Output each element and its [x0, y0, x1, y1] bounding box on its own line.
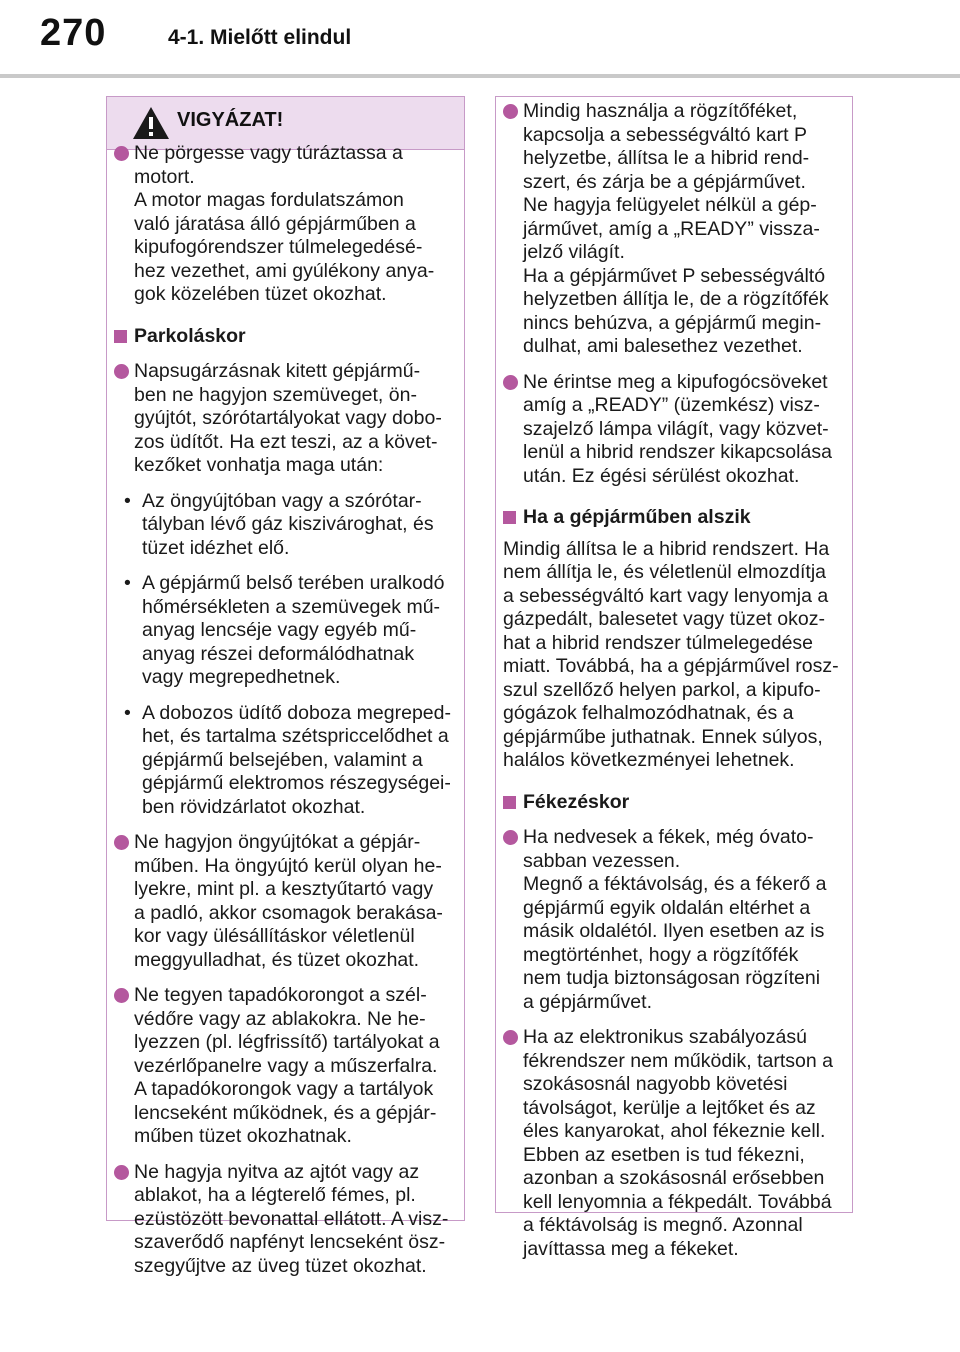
text-line: A tapadókorongok vagy a tartályok	[134, 1078, 434, 1100]
text-line: gépjármű egyik oldalán eltérhet a	[523, 896, 811, 919]
bullet-dot-icon	[503, 375, 518, 390]
text-line: ablakot, ha a légterelő fémes, pl.	[134, 1184, 416, 1206]
text-line: vagy megrepedhetnek.	[142, 666, 341, 688]
bullet-dot-icon	[114, 1165, 129, 1180]
text-line: lyezzen (pl. légfrissítő) tartályokat a	[134, 1031, 440, 1053]
sub-list-item	[114, 490, 455, 561]
subheading-braking: Fékezéskor	[503, 791, 845, 815]
text-line: Megnő a féktávolság, és a fékerő a	[523, 873, 827, 895]
text-line: gépjármű belsejében, valamint a	[142, 748, 423, 771]
text-line: dulhat, ami balesethez vezethet.	[523, 335, 803, 357]
text-line: ben ne hagyjon szemüveget, ön-	[134, 383, 417, 406]
text-line: a gépjárművet.	[523, 990, 652, 1013]
text-line: jelző világít.	[523, 241, 625, 263]
header-divider	[0, 74, 960, 78]
text-line: éles kanyarokat, ahol fékeznie kell.	[523, 1120, 826, 1142]
text-line: szegyűjtve az üveg tüzet okozhat.	[134, 1254, 427, 1277]
text-line: ezüstözött bevonattal ellátott. A visz-	[134, 1207, 449, 1230]
text-line: után. Ez égési sérülést okozhat.	[523, 464, 800, 487]
text-line: ben rövidzárlatot okozhat.	[142, 795, 366, 818]
right-column	[495, 96, 853, 1261]
text-line: lencseként működnek, és a gépjár-	[134, 1101, 437, 1124]
text-line: Az öngyújtóban vagy a szórótar-	[142, 489, 422, 512]
bullet-dot-icon	[114, 988, 129, 1003]
bullet-dot-icon	[114, 364, 129, 379]
text-line: hat a hibrid rendszer túlmelegedése	[503, 631, 814, 654]
bullet-dot-icon	[114, 835, 129, 850]
text-line: védőre vagy az ablakokra. Ne he-	[134, 1007, 426, 1030]
text-line: műben tüzet okozhatnak.	[134, 1125, 352, 1147]
text-line: gépjárműbe juthatnak. Ennek súlyos,	[503, 725, 823, 748]
text-line: nincs behúzva, a gépjármű megin-	[523, 311, 822, 334]
text-line: helyzetbe, állítsa le a hibrid rend-	[523, 147, 810, 169]
text-line: meggyulladhat, és tüzet okozhat.	[134, 948, 420, 971]
list-item	[503, 826, 845, 1014]
warning-triangle-icon	[132, 106, 170, 140]
list-item	[114, 142, 455, 307]
text-line: Ne hagyja felügyelet nélkül a gép-	[523, 194, 817, 216]
text-line: gázpedált, balesetet vagy tüzet okoz-	[503, 608, 825, 630]
list-item	[503, 100, 845, 359]
text-line: lyekre, mint pl. a kesztyűtartó vagy	[134, 878, 434, 900]
bullet-dot-icon	[503, 1030, 518, 1045]
text-line: helyzetben állítja le, de a rögzítőfék	[523, 288, 829, 310]
text-line: gok közelében tüzet okozhat.	[134, 283, 387, 305]
text-line: Mindig állítsa le a hibrid rendszert. Ha	[503, 537, 830, 560]
square-bullet-icon	[114, 330, 127, 343]
text-line: Ebben az esetben is tud fékezni,	[523, 1143, 805, 1166]
text-line: Ha az elektronikus szabályozású	[523, 1026, 807, 1048]
text-line: szaverődő napfényt lencseként ösz-	[134, 1231, 446, 1253]
text-line: Mindig használja a rögzítőféket,	[523, 100, 798, 122]
text-line: Ne tegyen tapadókorongot a szél-	[134, 984, 427, 1006]
text-line: azonban a szokásosnál erősebben	[523, 1167, 825, 1189]
left-column	[106, 142, 465, 1278]
text-line: kezőket vonhatja maga után:	[134, 454, 384, 476]
text-line: Ha a gépjárművet P sebességváltó	[523, 264, 826, 287]
section-title: 4-1. Mielőtt elindul	[168, 26, 352, 49]
bullet-dot-icon	[503, 830, 518, 845]
text-line: motort.	[134, 165, 195, 188]
text-line: Ne hagyja nyitva az ajtót vagy az	[134, 1160, 420, 1183]
text-line: A dobozos üdítő doboza megreped-	[142, 701, 451, 724]
text-line: szul szellőző helyen parkol, a kipufo-	[503, 678, 821, 701]
text-line: vezérlőpanelre vagy a műszerfalra.	[134, 1054, 438, 1077]
text-line: távolságot, kerülje a lejtőket és az	[523, 1096, 816, 1119]
list-item	[114, 984, 455, 1149]
text-line: Ne érintse meg a kipufogócsöveket	[523, 370, 828, 393]
text-line: zos üdítőt. Ha ezt teszi, az a követ-	[134, 430, 438, 453]
text-line: másik oldalétól. Ilyen esetben az is	[523, 920, 825, 942]
text-line: hőmérsékleten a szemüvegek mű-	[142, 595, 441, 618]
text-line: szokásosnál nagyobb követési	[523, 1073, 788, 1095]
text-line: sabban vezessen.	[523, 849, 681, 872]
paragraph	[503, 538, 845, 773]
text-line: kipufogórendszer túlmelegedésé-	[134, 236, 423, 258]
small-bullet-icon: •	[124, 701, 131, 724]
small-bullet-icon: •	[124, 572, 131, 594]
small-bullet-icon: •	[124, 489, 131, 512]
text-line: szert, és zárja be a gépjárművet.	[523, 170, 806, 193]
sub-list-item	[114, 572, 455, 690]
text-line: anyag részei deformálódhatnak	[142, 642, 415, 665]
warning-title: VIGYÁZAT!	[177, 109, 284, 131]
text-line: szajelző lámpa világít, vagy közvet-	[523, 417, 829, 440]
text-line: lenül a hibrid rendszer kikapcsolása	[523, 441, 832, 463]
text-line: nem állítja le, és véletlenül elmozdítja	[503, 561, 826, 583]
text-line: het, és tartalma szétspriccelődhet a	[142, 725, 449, 747]
text-line: fékrendszer nem működik, tartson a	[523, 1049, 833, 1072]
bullet-dot-icon	[114, 146, 129, 161]
subheading-sleeping: Ha a gépjárműben alszik	[503, 506, 845, 530]
text-line: hez vezethet, ami gyúlékony anya-	[134, 259, 435, 282]
text-line: nem tudja biztonságosan rögzíteni	[523, 967, 821, 989]
text-line: amíg a „READY” (üzemkész) visz-	[523, 394, 820, 416]
text-line: tüzet idézhet elő.	[142, 536, 290, 559]
text-line: Ne pörgesse vagy túráztassa a	[134, 142, 403, 164]
square-bullet-icon	[503, 796, 516, 809]
text-line: anyag lencséje vagy egyéb mű-	[142, 619, 417, 641]
list-item	[114, 831, 455, 972]
text-line: tályban lévő gáz kiszivároghat, és	[142, 513, 434, 535]
sub-list-item	[114, 702, 455, 820]
page-number: 270	[40, 12, 107, 54]
text-line: kell lenyomnia a fékpedált. Továbbá	[523, 1190, 832, 1213]
text-line: kapcsolja a sebességváltó kart P	[523, 123, 807, 146]
text-line: a féktávolság is megnő. Azonnal	[523, 1214, 803, 1236]
list-item	[114, 1161, 455, 1279]
page-header	[0, 0, 960, 78]
text-line: Napsugárzásnak kitett gépjármű-	[134, 360, 421, 382]
list-item	[114, 360, 455, 478]
text-line: megtörténhet, hogy a rögzítőfék	[523, 943, 799, 966]
text-line: Ha nedvesek a fékek, még óvato-	[523, 826, 814, 848]
text-line: való járatása álló gépjárműben a	[134, 212, 416, 235]
text-line: A gépjármű belső terében uralkodó	[142, 572, 445, 594]
text-line: a sebességváltó kart vagy lenyomja a	[503, 584, 829, 607]
text-line: gógázok felhalmozódhatnak, és a	[503, 702, 794, 724]
text-line: halálos következményei lehetnek.	[503, 749, 795, 771]
text-line: javíttassa meg a fékeket.	[523, 1237, 739, 1260]
subheading-parking: Parkoláskor	[114, 325, 455, 349]
text-line: a padló, akkor csomagok berakása-	[134, 901, 443, 924]
text-line: kor vagy ülésállításkor véletlenül	[134, 925, 415, 947]
text-line: gyújtót, szórótartályokat vagy dobo-	[134, 407, 442, 429]
text-line: gépjármű elektromos részegységei-	[142, 772, 451, 794]
square-bullet-icon	[503, 511, 516, 524]
text-line: A motor magas fordulatszámon	[134, 189, 404, 211]
bullet-dot-icon	[503, 104, 518, 119]
list-item	[503, 1026, 845, 1261]
text-line: műben. Ha öngyújtó kerül olyan he-	[134, 854, 442, 877]
text-line: miatt. Továbbá, ha a gépjárművel rosz-	[503, 655, 839, 677]
text-line: Ne hagyjon öngyújtókat a gépjár-	[134, 831, 421, 853]
text-line: járművet, amíg a „READY” vissza-	[523, 217, 820, 240]
list-item	[503, 371, 845, 489]
